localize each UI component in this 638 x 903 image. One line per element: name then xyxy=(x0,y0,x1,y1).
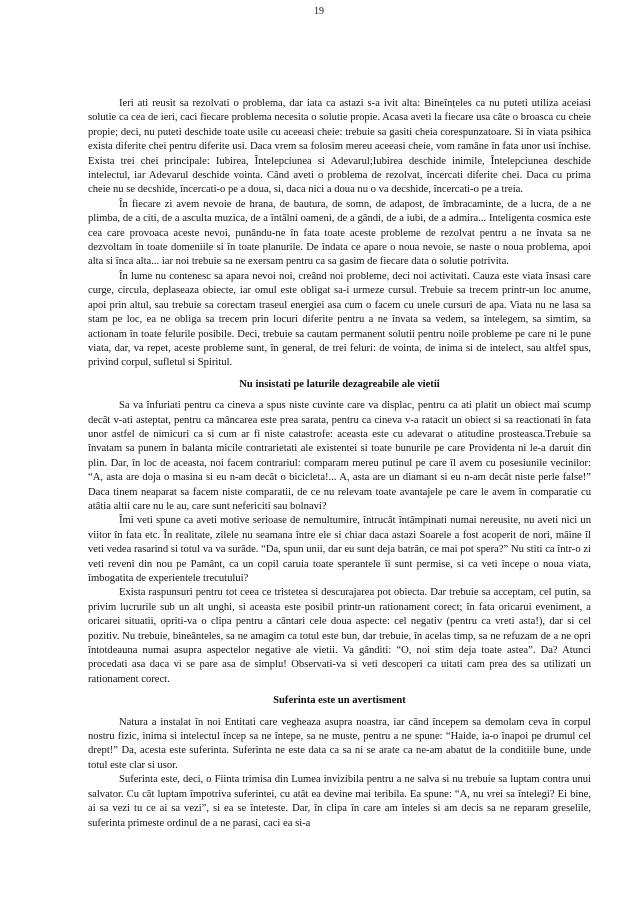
section-heading: Nu insistati pe laturile dezagreabile ale vietii xyxy=(239,378,440,390)
paragraph: În lume nu contenesc sa apara nevoi noi, creând noi probleme, deci noi activitati. Cauza este viata însasi care curge, circula, deplaseaza obiecte, iar omul este obligat sa-i urmeze cursul. Trebuie sa trecem printr-un loc anume, apoi prin altul, sau trebuie sa corectam traseul energiei asa cum o facem cu unele cursuri de apa. Viata nu ne lasa sa stam pe loc, ea ne obliga sa trecem prin locuri diferite pentru a ne învata sa vedem, sa întelegem, sa simtim, sa actionam în toate felurile posibile. Deci, trebuie sa cautam permanent solutii pentru noile probleme pe care ni le pune viata, dar, va repet, aceste probleme sunt, în general, de trei feluri: de vointa, de inima si de intelect, sau altfel spus, privind corpul, sufletul si Spiritul. xyxy=(88,270,591,369)
paragraph: Ieri ati reusit sa rezolvati o problema, dar iata ca astazi s-a ivit alta: Bineînțeles ca nu puteti utiliza aceiasi solutie ca cea de ieri, caci fiecare problema necesita o solutie propie. Acasa aveti la fiecare usa câte o broasca cu cheie propie; deci, nu puteti deschide toate usile cu aceeasi cheie: trebuie sa gasiti cheia corespunzatoare. Si în viata psihica exista diferite chei pentru diferite usi. Daca vrem sa folosim mereu aceeasi cheie, vom ramâne în fata unor usi închise. Exista trei chei principale: Iubirea, Întelepciunea si Adevarul;Iubirea deschide inimile, Întelepciunea deschide intelectul, iar Adevarul deschide vointa. Când aveti o problema de rezolvat, încercati diferite chei. Daca cu prima cheie nu se decshide, încercati-o pe a doua, si, daca nici a doua nu o va decshide, încercati-o pe a treia. xyxy=(88,98,591,196)
paragraph: Natura a instalat în noi Entitati care vegheaza asupra noastra, iar când începem sa demolam ceva în corpul nostru fizic, inima si intelectul încep sa ne întepe, sa ne muste, pentru a ne spune: “Haide, ia-o înapoi pe drumul cel drept!” Da, acesta este suferinta. Suferinta ne este data ca sa ni se arate ca ne-am abatut de la conditiile bune, unde totul este clar si usor. xyxy=(88,716,591,771)
paragraph: Exista raspunsuri pentru tot ceea ce tristetea si descurajarea pot obiecta. Dar trebuie sa acceptam, cel putin, sa privim lucrurile sub un alt unghi, si aceasta este posibil printr-un rationament corect; în fata oricarui eveniment, a oricarei situatii, opriti-va o clipa pentru a cântari cele doua aspecte: cel negativ (pentru ca vreti asta!), dar si cel pozitiv. Nu trebuie, bineânteles, sa ne amagim ca totul este bun, dar trebuie, în acelas timp, sa ne refuzam de a ne opri întotdeauna numai asupra aspectelor negative ale vietii. Va gânditi: “O, noi stim deja toate astea”. Da? Atunci procedati asa daca vi se pare asa de simplu! Observati-va si veti descoperi ca uitati cam prea des sa utilizati un rationament corect. xyxy=(88,587,591,685)
section-heading: Suferinta este un avertisment xyxy=(273,695,406,707)
paragraph: Suferinta este, deci, o Fiinta trimisa din Lumea invizibila pentru a ne salva si nu trebuie sa luptam contra unui salvator. Cu cât luptam împotriva suferintei, cu atât ea devine mai teribila. Ea spune: “A, nu vrei sa întelegi? Ei bine, ai sa vezi tu ce ai sa vezi”, si ea se înteteste. Dar, în clipa în care am înteles si am decis sa ne reparam greselile, suferinta primeste ordinul de a ne parasi, caci ea si-a xyxy=(88,774,591,829)
paragraph: Sa va înfuriati pentru ca cineva a spus niste cuvinte care va displac, pentru ca ati platit un obiect mai scump decât v-ati asteptat, pentru ca mâncarea este prea sarata, pentru ca cineva v-a ratacit un obiect si sa reactionati în fata unor astfel de nimicuri ca si cum ar fi niste catastrofe: aceasta este cu adevarat o atitudine prosteasca.Trebuie sa învatam sa punem în balanta micile contrarietati ale existentei si toate bunurile pe care Providenta ni le-a daruit din plin. Dar, în loc de aceasta, noi facem contrariul: comparam mereu putinul pe care îl avem cu posesiunile vecinilor: “A, asta are doja o masina si eu n-am decât o bicicleta!... A, asta are un diamant si eu n-am decât niste perle false!” Daca tinem neaparat sa facem niste comparatii, de ce nu relevam toate avantajele pe care le avem în comparatie cu atâtia altii care nu le au, care sunt nefericiti sau bolnavi? xyxy=(88,400,591,512)
paragraph: În fiecare zi avem nevoie de hrana, de bautura, de somn, de adapost, de îmbracaminte, de a lucra, de a ne plimba, de a citi, de a asculta muzica, de a întâlni oameni, de a gândi, de a iubi, de a admira... Inteligenta cosmica este cea care provoaca aceste nevoi, punându-ne în fata toate aceste probleme de rezolvat pentru a ne învata sa ne dezvoltam în toate domeniile si în toate planurile. De îndata ce apare o noua nevoie, se naste o noua problema, apoi alta si înca alta... iar noi trebuie sa ne exersam pentru ca sa gasim de fiecare data o solutie potrivita. xyxy=(88,198,591,268)
paragraph: Îmi veti spune ca aveti motive serioase de nemultumire, întrucât întâmpinati numai nereusite, nu aveti nici un viitor în fata etc. În realitate, zilele nu seamana între ele si chiar daca astazi Soarele a fost acoperit de nori, mâine îl veti vedea rasarind si totul va va surâde. “Da, spun unii, dar eu sunt deja batrân, ce mai pot spera?” Nu stiti ca într-o zi veti reveni din nou pe Pamânt, ca un copil caruia toate sperantele îi sunt permise, si ca veti începe o noua viata, îmbogatita de experientele trecutului? xyxy=(88,515,591,584)
page-number: 19 xyxy=(314,6,324,17)
page-body xyxy=(88,97,591,831)
